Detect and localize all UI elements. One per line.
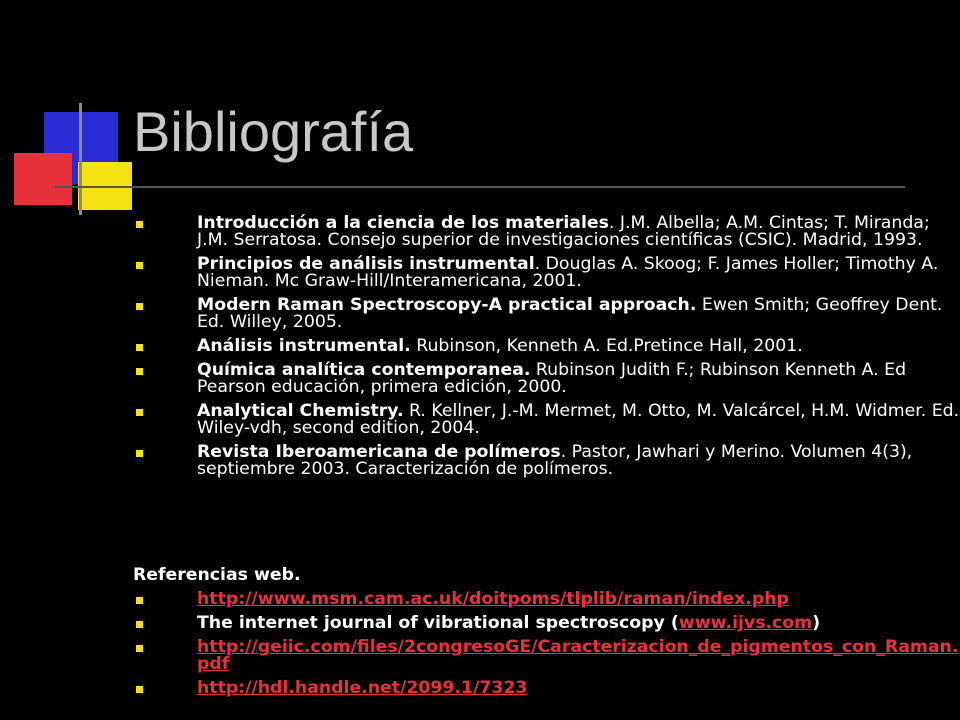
bibliography-list — [133, 215, 960, 485]
list-item: Revista Iberoamericana de polímeros. Pastor, Jawhari y Merino. Volumen 4(3), septiembre 2003. Caracterización de polímeros. — [133, 444, 960, 478]
list-item — [133, 591, 960, 608]
list-item: Principios de análisis instrumental. Douglas A. Skoog; F. James Holler; Timothy A. Nieman. Mc Graw-Hill/Interamericana, 2001. — [133, 256, 960, 290]
bullet-icon — [136, 303, 143, 310]
page-title: Bibliografía — [133, 100, 414, 163]
bullet-icon — [136, 645, 143, 652]
bullet-icon — [136, 409, 143, 416]
bullet-icon — [136, 368, 143, 375]
bullet-icon — [136, 344, 143, 351]
ijvs-link[interactable]: www.ijvs.com — [678, 613, 813, 633]
geiic-pdf-link[interactable]: http://geiic.com/files/2congresoGE/Caracterizacion_de_pigmentos_con_Raman.pdf — [197, 637, 959, 674]
vertical-line-decoration — [79, 103, 82, 215]
list-item: Análisis instrumental. Rubinson, Kenneth A. Ed.Pretince Hall, 2001. — [133, 338, 960, 355]
web-references-list — [133, 591, 960, 704]
red-square-decoration — [14, 153, 72, 205]
list-item: Química analítica contemporanea. Rubinson Judith F.; Rubinson Kenneth A. Ed Pearson educación, primera edición, 2000. — [133, 362, 960, 396]
bullet-icon — [136, 621, 143, 628]
bullet-icon — [136, 597, 143, 604]
bullet-icon — [136, 686, 143, 693]
bullet-icon — [136, 450, 143, 457]
list-item: Modern Raman Spectroscopy-A practical approach. Ewen Smith; Geoffrey Dent. Ed. Willey, 2005. — [133, 297, 960, 331]
doitpoms-link[interactable]: http://www.msm.cam.ac.uk/doitpoms/tlplib/raman/index.php — [197, 589, 789, 609]
list-item: The internet journal of vibrational spectroscopy (www.ijvs.com) — [133, 615, 960, 632]
list-item: Introducción a la ciencia de los materiales. J.M. Albella; A.M. Cintas; T. Miranda; J.M. Serratosa. Consejo superior de investigaciones científicas (CSIC). Madrid, 1993. — [133, 215, 960, 249]
bullet-icon — [136, 221, 143, 228]
list-item — [133, 639, 960, 673]
web-references-heading: Referencias web. — [133, 565, 301, 585]
horizontal-rule — [55, 186, 905, 188]
list-item: Analytical Chemistry. R. Kellner, J.-M. Mermet, M. Otto, M. Valcárcel, H.M. Widmer. Ed. Wiley-vdh, second edition, 2004. — [133, 403, 960, 437]
list-item — [133, 680, 960, 697]
bullet-icon — [136, 262, 143, 269]
hdl-handle-link[interactable]: http://hdl.handle.net/2099.1/7323 — [197, 678, 528, 698]
